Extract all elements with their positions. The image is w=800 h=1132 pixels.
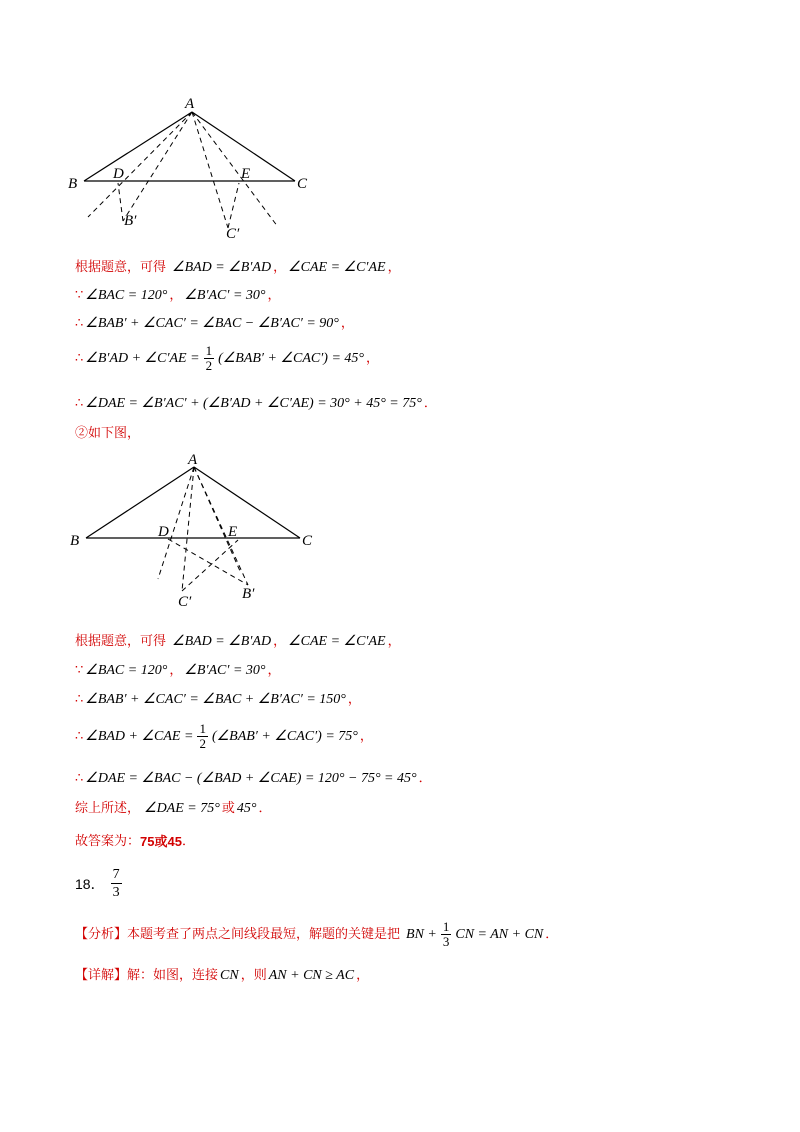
- point-e: E: [241, 166, 251, 182]
- point-b: B: [70, 533, 80, 549]
- triangle-diagram-2: [60, 448, 320, 608]
- s1-line1: 根据题意，可得 ∠BAD = ∠B′AD ， ∠CAE = ∠C′AE ，: [75, 260, 401, 275]
- s1-line3: ∴ ∠BAB′ + ∠CAC′ = ∠BAC − ∠B′AC′ = 90° ，: [75, 316, 354, 331]
- point-a: A: [188, 452, 198, 468]
- summary-line: 综上所述， ∠DAE = 75° 或 45° ．: [75, 801, 272, 816]
- point-c: C: [297, 176, 308, 192]
- s1-line4: ∴ ∠B′AD + ∠C′AE = $\frac{1}{2}$ (∠BAB′ + ∠CAC′) = 45° ，: [75, 343, 380, 373]
- point-d: D: [158, 524, 169, 540]
- s2-line2: ∵ ∠BAC = 120° ， ∠B′AC′ = 30° ，: [75, 663, 281, 678]
- fraction-one-third: $\frac{1}{3}$: [442, 919, 450, 949]
- figure-case1: [60, 92, 320, 242]
- fraction-one-half: $\frac{1}{2}$: [199, 721, 206, 751]
- analysis-line: 【分析】 本题考查了两点之间线段最短，解题的关键是把 BN + $\frac{1}{3}$ CN = AN + CN ．: [75, 919, 559, 949]
- question-18: 18． $\frac{7}{3}$: [75, 867, 120, 900]
- point-c: C: [302, 533, 313, 549]
- point-a: A: [185, 96, 195, 112]
- s1-line5: ∴ ∠DAE = ∠B′AC′ + (∠B′AD + ∠C′AE) = 30° + 45° = 75° ．: [75, 396, 437, 411]
- s2-line1: 根据题意，可得 ∠BAD = ∠B′AD ， ∠CAE = ∠C′AE ，: [75, 634, 401, 649]
- point-b-prime: B′: [124, 213, 137, 229]
- point-d: D: [113, 166, 124, 182]
- point-c-prime: C′: [178, 594, 192, 608]
- point-b-prime: B′: [242, 586, 255, 602]
- point-b: B: [68, 176, 78, 192]
- detail-line: 【详解】 解：如图，连接 CN ，则 AN + CN ≥ AC ，: [75, 968, 370, 983]
- figure-case2: [60, 448, 320, 608]
- s1-line2: ∵ ∠BAC = 120° ， ∠B′AC′ = 30° ，: [75, 288, 281, 303]
- case2-label: ②如下图，: [75, 426, 141, 441]
- s2-line4: ∴ ∠BAD + ∠CAE = $\frac{1}{2}$ (∠BAB′ + ∠CAC′) = 75° ，: [75, 721, 373, 751]
- point-c-prime: C′: [226, 226, 240, 242]
- point-e: E: [228, 524, 238, 540]
- answer-line: 故答案为： 75或45 ．: [75, 834, 195, 849]
- answer-fraction: $\frac{7}{3}$: [112, 867, 120, 900]
- fraction-one-half: $\frac{1}{2}$: [205, 343, 213, 373]
- s2-line3: ∴ ∠BAB′ + ∠CAC′ = ∠BAC + ∠B′AC′ = 150° ，: [75, 692, 361, 707]
- s2-line5: ∴ ∠DAE = ∠BAC − (∠BAD + ∠CAE) = 120° − 75° = 45° ．: [75, 771, 432, 786]
- triangle-diagram-1: [60, 92, 320, 242]
